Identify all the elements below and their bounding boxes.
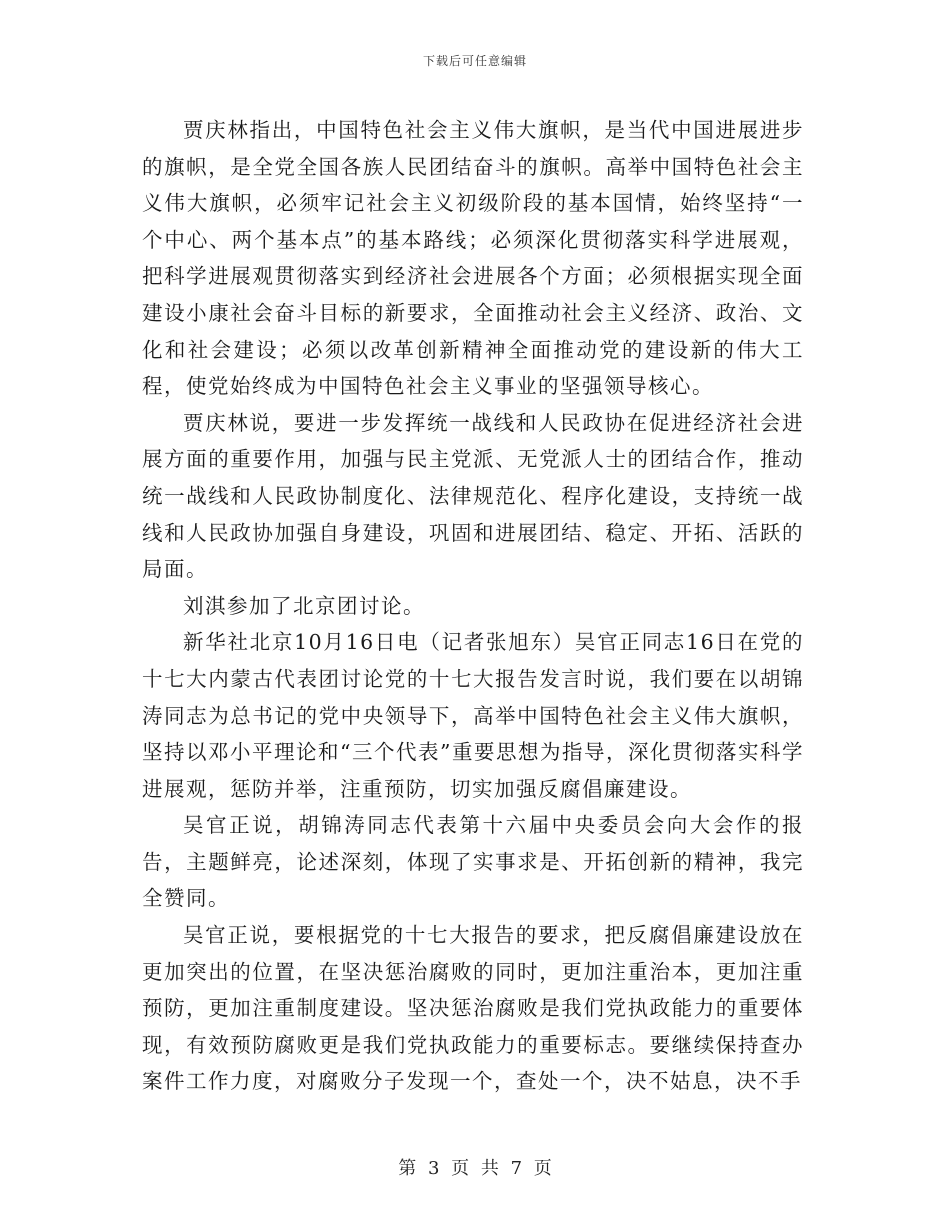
- document-body: [142, 112, 804, 1100]
- paragraph: 贾庆林说，要进一步发挥统一战线和人民政协在促进经济社会进展方面的重要作用，加强与民主党派、无党派人士的团结合作，推动统一战线和人民政协制度化、法律规范化、程序化建设，支持统一战线和人民政协加强自身建设，巩固和进展团结、稳定、开拓、活跃的局面。: [142, 410, 804, 582]
- paragraph: 贾庆林指出，中国特色社会主义伟大旗帜，是当代中国进展进步的旗帜，是全党全国各族人民团结奋斗的旗帜。高举中国特色社会主义伟大旗帜，必须牢记社会主义初级阶段的基本国情，始终坚持“一个中心、两个基本点”的基本路线；必须深化贯彻落实科学进展观，把科学进展观贯彻落实到经济社会进展各个方面；必须根据实现全面建设小康社会奋斗目标的新要求，全面推动社会主义经济、政治、文化和社会建设；必须以改革创新精神全面推动党的建设新的伟大工程，使党始终成为中国特色社会主义事业的坚强领导核心。: [142, 118, 804, 399]
- paragraph: 新华社北京10月16日电（记者张旭东）吴官正同志16日在党的十七大内蒙古代表团讨论党的十七大报告发言时说，我们要在以胡锦涛同志为总书记的党中央领导下，高举中国特色社会主义伟大旗帜，坚持以邓小平理论和“三个代表”重要思想为指导，深化贯彻落实科学进展观，惩防并举，注重预防，切实加强反腐倡廉建设。: [142, 630, 804, 801]
- page-header: 下载后可任意编辑: [422, 54, 527, 68]
- paragraph: 刘淇参加了北京团讨论。: [183, 593, 425, 618]
- paragraph: 吴官正说，胡锦涛同志代表第十六届中央委员会向大会作的报告，主题鲜亮，论述深刻，体现了实事求是、开拓创新的精神，我完全赞同。: [142, 813, 804, 911]
- page-number-footer: 第 3 页 共 7 页: [398, 1158, 552, 1179]
- paragraph: 吴官正说，要根据党的十七大报告的要求，把反腐倡廉建设放在更加突出的位置，在坚决惩治腐败的同时，更加注重治本，更加注重预防，更加注重制度建设。坚决惩治腐败是我们党执政能力的重要体现，有效预防腐败更是我们党执政能力的重要标志。要继续保持查办案件工作力度，对腐败分子发现一个，查处一个，决不姑息，决不手: [142, 923, 804, 1094]
